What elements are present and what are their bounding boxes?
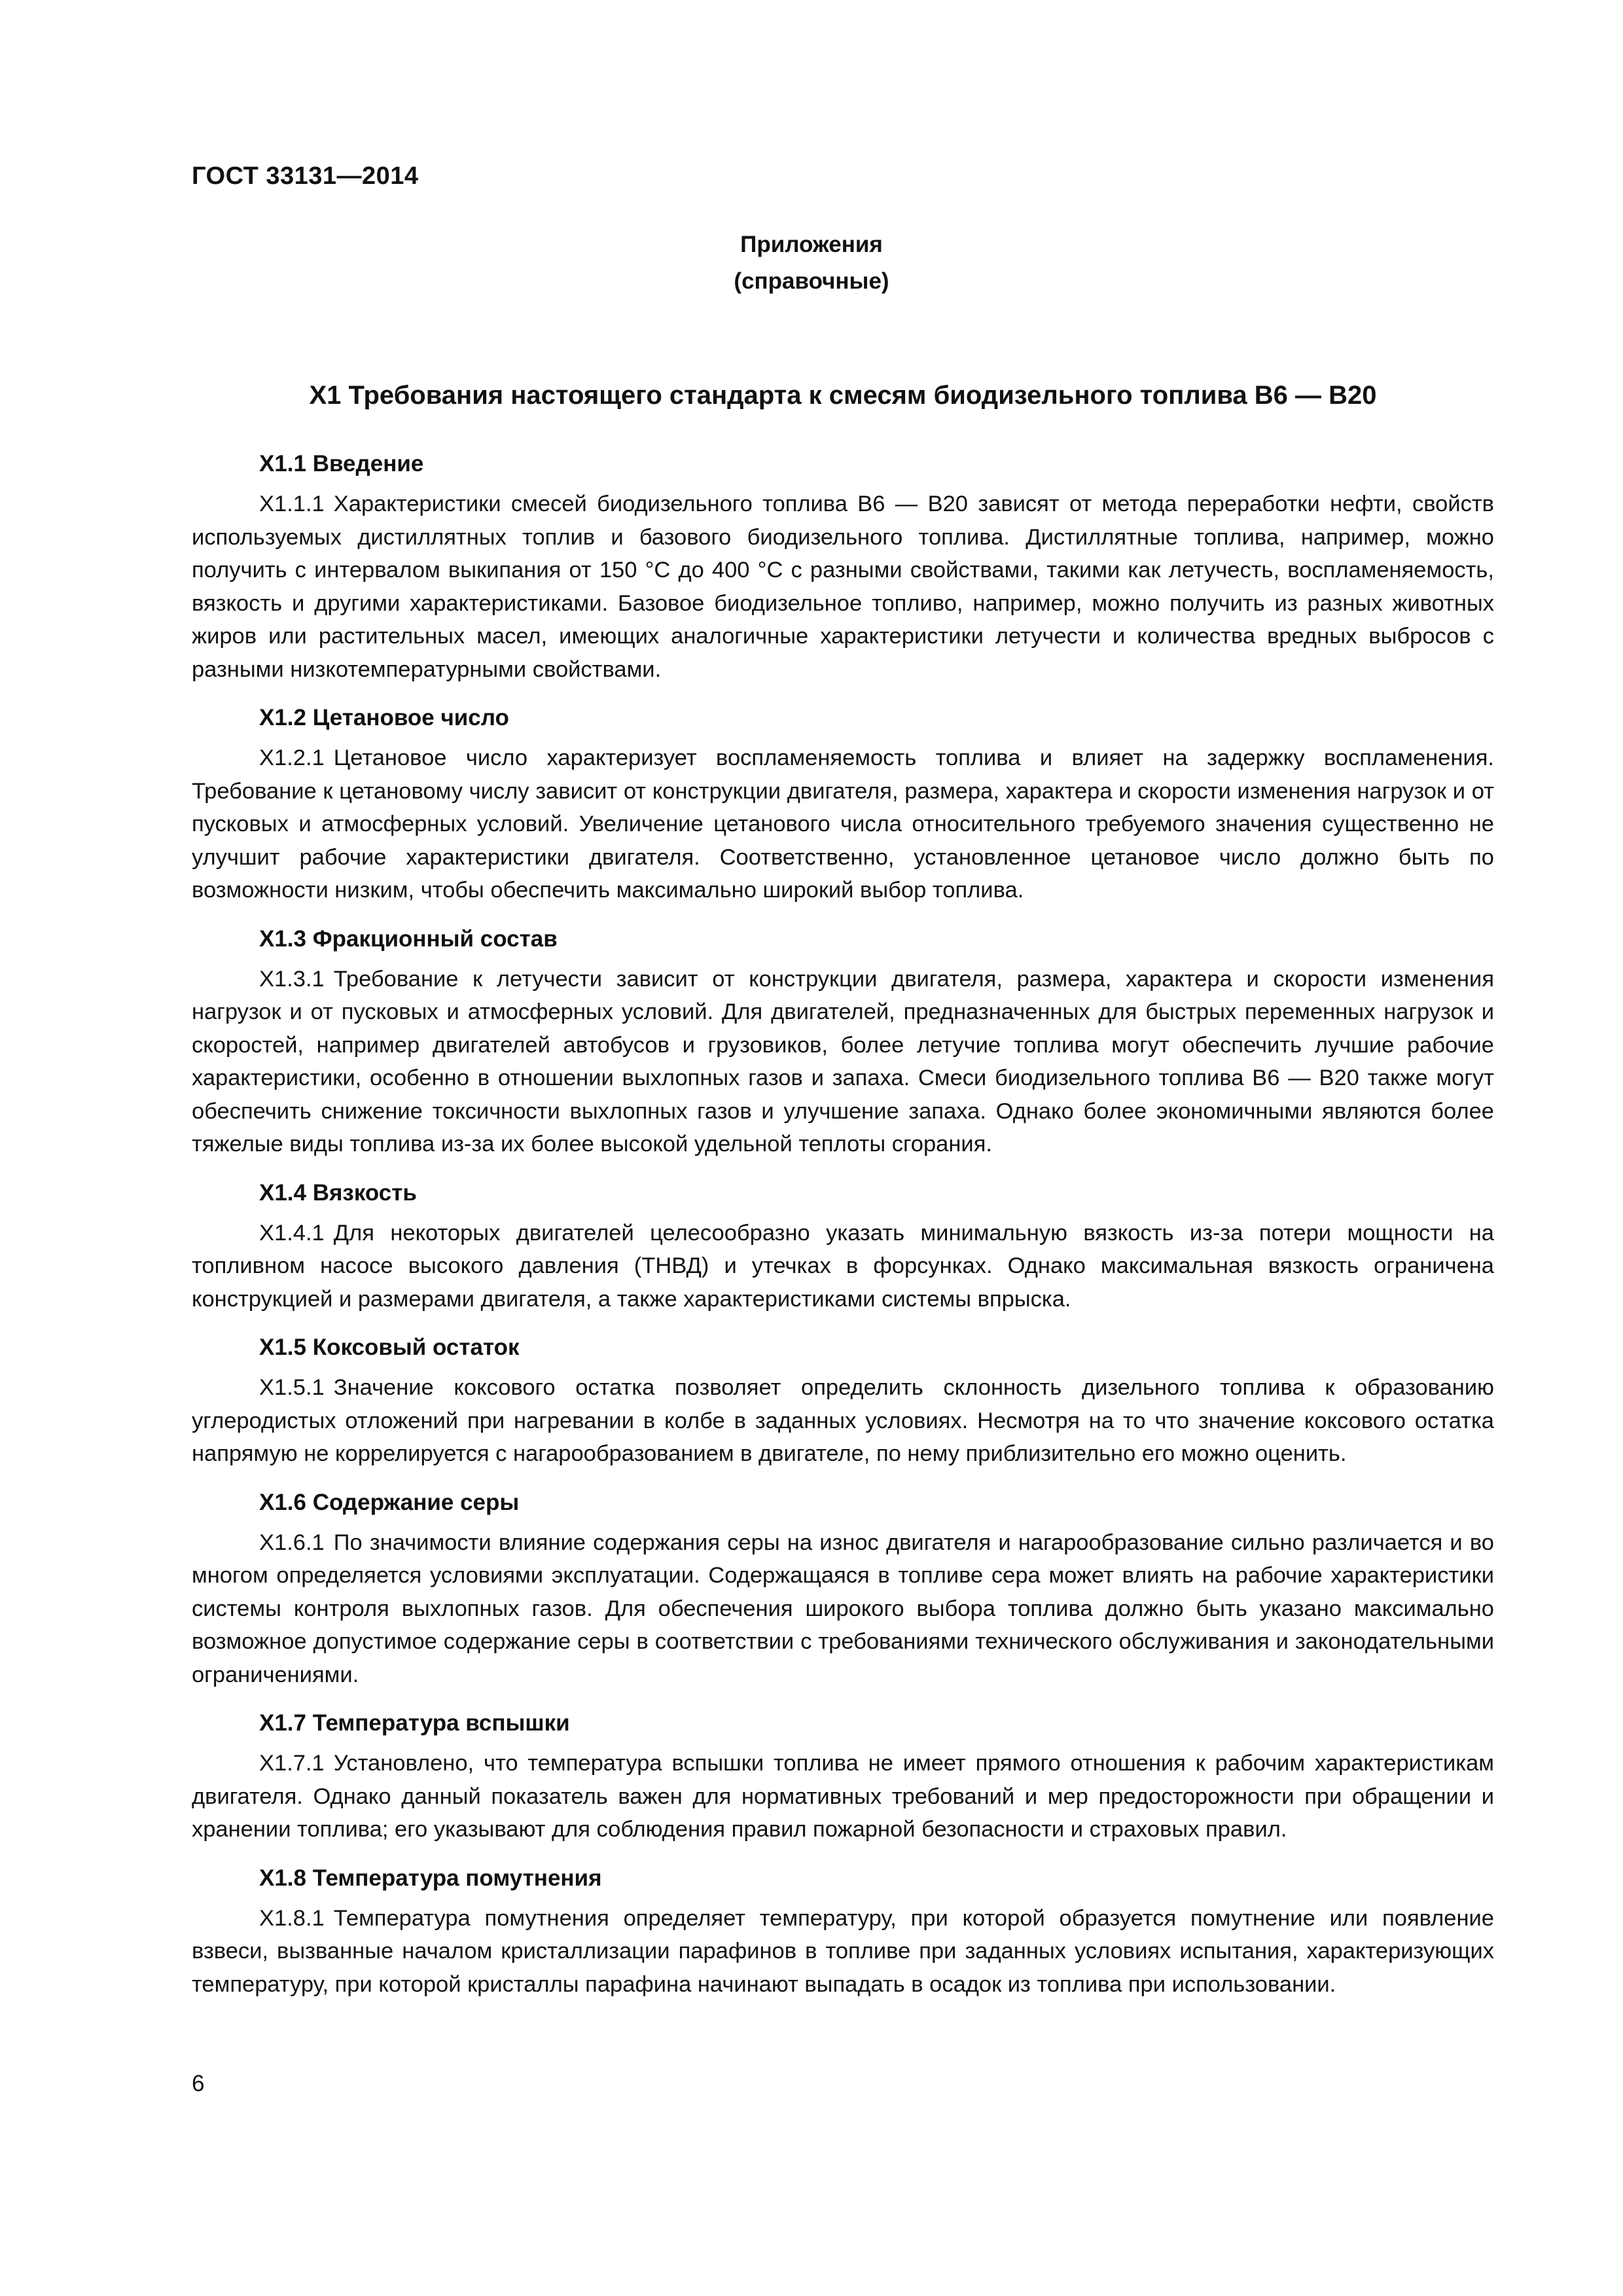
paragraph-number: X1.5.1 [259, 1375, 325, 1400]
section-paragraph [192, 742, 1494, 907]
paragraph-number: X1.7.1 [259, 1751, 325, 1776]
section-paragraph [192, 1747, 1494, 1846]
paragraph-text: Характеристики смесей биодизельного топлива В6 — В20 зависят от метода переработки нефти, свойств используемых дистиллятных топлив и базового биодизельного топлива. Дистиллятные топлива, например, можно получить с интервалом выкипания от 150 °С до 400 °С с разными свойствами, такими как летучесть, воспламеняемость, вязкость и другими характеристиками. Базовое биодизельное топливо, например, можно получить из разных животных жиров или растительных масел, имеющих аналогичные характеристики летучести и количества вредных выбросов с разными низкотемпературными свойствами. [192, 492, 1494, 682]
section-viscosity [192, 1177, 1494, 1316]
section-flash-point [192, 1707, 1494, 1846]
paragraph-number: X1.1.1 [259, 492, 325, 516]
section-cetane-number [192, 702, 1494, 907]
paragraph-text: Температура помутнения определяет температуру, при которой образуется помутнение или появление взвеси, вызванные началом кристаллизации парафинов в топливе при заданных условиях испытания, характеризующих температуру, при которой кристаллы парафина начинают выпадать в осадок из топлива при использовании. [192, 1905, 1494, 1997]
section-cloud-point [192, 1862, 1494, 2001]
appendix-subtitle: (справочные) [734, 268, 889, 294]
section-paragraph [192, 1371, 1494, 1471]
section-heading: X1.5 Коксовый остаток [259, 1335, 520, 1360]
paragraph-text: Для некоторых двигателей целесообразно указать минимальную вязкость из-за потери мощности на топливном насосе высокого давления (ТНВД) и утечках в форсунках. Однако максимальная вязкость ограничена конструкцией и размерами двигателя, а также характеристиками системы впрыска. [192, 1220, 1494, 1312]
section-paragraph [192, 1526, 1494, 1692]
section-paragraph [192, 488, 1494, 686]
paragraph-text: Установлено, что температура вспышки топлива не имеет прямого отношения к рабочим характеристикам двигателя. Однако данный показатель важен для нормативных требований и мер предосторожности при обращении и хранении топлива; его указывают для соблюдения правил пожарной безопасности и страховых правил. [192, 1751, 1494, 1842]
paragraph-number: X1.3.1 [259, 966, 325, 992]
section-heading: X1.2 Цетановое число [259, 705, 509, 730]
section-paragraph [192, 1902, 1494, 2001]
paragraph-text: Требование к летучести зависит от конструкции двигателя, размера, характера и скорости изменения нагрузок и от пусковых и атмосферных условий. Для двигателей, предназначенных для быстрых переменных нагрузок и скоростей, например двигателей автобусов и грузовиков, более летучие топлива могут обеспечить лучшие рабочие характеристики, особенно в отношении выхлопных газов и запаха. Смеси биодизельного топлива В6 — В20 также могут обеспечить снижение токсичности выхлопных газов и улучшение запаха. Однако более экономичными являются более тяжелые виды топлива из-за их более высокой удельной теплоты сгорания. [192, 966, 1494, 1157]
document-body [192, 448, 1494, 2017]
section-heading: X1.6 Содержание серы [259, 1489, 520, 1515]
section-sulfur-content [192, 1486, 1494, 1692]
document-code: ГОСТ 33131—2014 [192, 162, 419, 190]
section-paragraph [192, 963, 1494, 1161]
section-paragraph [192, 1217, 1494, 1316]
section-heading: X1.7 Температура вспышки [259, 1710, 570, 1736]
paragraph-number: X1.6.1 [259, 1530, 325, 1555]
section-heading: X1.3 Фракционный состав [259, 925, 558, 952]
section-distillation [192, 923, 1494, 1161]
section-carbon-residue [192, 1331, 1494, 1471]
section-heading: X1.8 Температура помутнения [259, 1865, 602, 1891]
paragraph-text: Цетановое число характеризует воспламеняемость топлива и влияет на задержку воспламенения. Требование к цетановому числу зависит от конструкции двигателя, размера, характера и скорости изменения нагрузок и от пусковых и атмосферных условий. Увеличение цетанового числа относительного требуемого значения существенно не улучшит рабочие характеристики двигателя. Соответственно, установленное цетановое число должно быть по возможности низким, чтобы обеспечить максимально широкий выбор топлива. [192, 745, 1494, 903]
paragraph-number: X1.8.1 [259, 1905, 325, 1931]
section-heading: X1.4 Вязкость [259, 1179, 417, 1206]
section-heading: X1.1 Введение [259, 451, 424, 476]
paragraph-number: X1.4.1 [259, 1220, 325, 1246]
appendix-title: Приложения [740, 232, 883, 257]
section-introduction [192, 448, 1494, 686]
paragraph-number: X1.2.1 [259, 745, 325, 770]
paragraph-text: По значимости влияние содержания серы на износ двигателя и нагарообразование сильно различается и во многом определяется условиями эксплуатации. Содержащаяся в топливе сера может влиять на рабочие характеристики системы контроля выхлопных газов. Для обеспечения широкого выбора топлива должно быть указано максимально возможное допустимое содержание серы в соответствии с требованиями технического обслуживания и законодательными ограничениями. [192, 1530, 1494, 1687]
paragraph-text: Значение коксового остатка позволяет определить склонность дизельного топлива к образованию углеродистых отложений при нагревании в колбе в заданных условиях. Несмотря на то что значение коксового остатка напрямую не коррелируется с нагарообразованием в двигателе, по нему приблизительно его можно оценить. [192, 1375, 1494, 1466]
page-number: 6 [192, 2071, 205, 2096]
annex-title: X1 Требования настоящего стандарта к смесям биодизельного топлива В6 — В20 [309, 381, 1377, 410]
